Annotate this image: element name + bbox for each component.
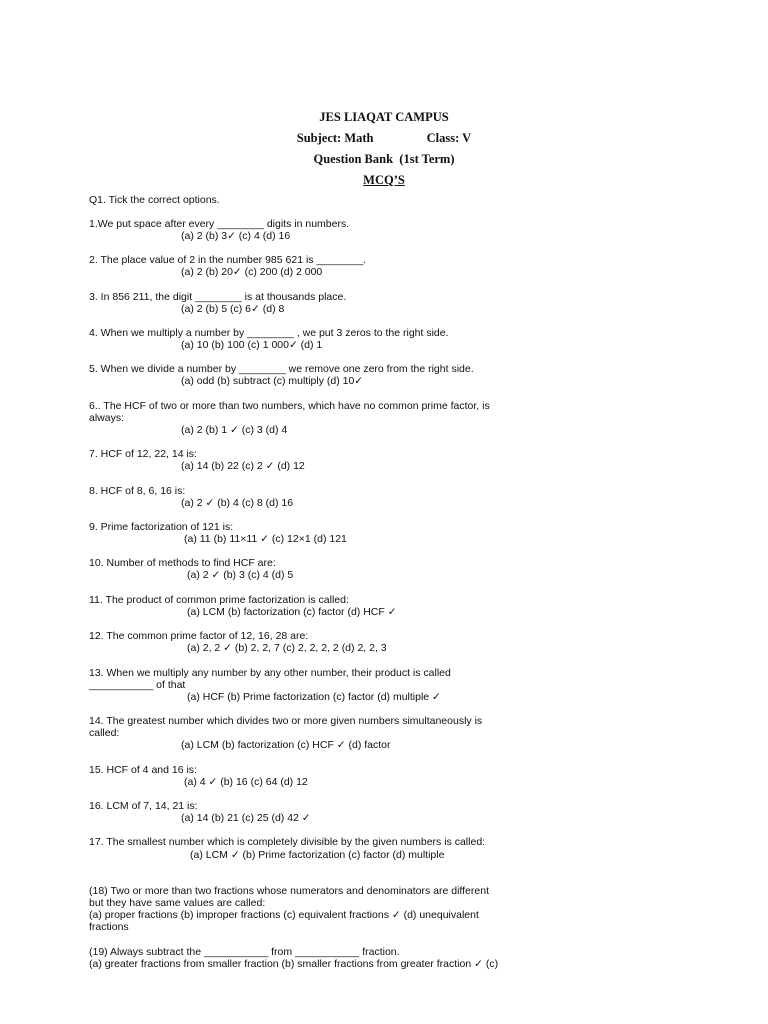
school-name: JES LIAQAT CAMPUS <box>319 110 449 124</box>
subject-class-line <box>0 131 768 146</box>
question-options: (a) 2 (b) 5 (c) 6✓ (d) 8 <box>181 303 285 315</box>
question-options: (a) greater fractions from smaller fraction (b) smaller fractions from greater fraction ✓ (c) <box>89 958 499 970</box>
question-text: 8. HCF of 8, 6, 16 is: <box>89 485 186 497</box>
question-text-cont: but they have same values are called: <box>89 897 266 909</box>
question-text: 11. The product of common prime factorization is called: <box>89 594 349 606</box>
question-text: 15. HCF of 4 and 16 is: <box>89 764 197 776</box>
question-options: (a) odd (b) subtract (c) multiply (d) 10✓ <box>181 375 364 387</box>
question-text: 13. When we multiply any number by any other number, their product is called <box>89 667 451 679</box>
question-options: (a) 2 (b) 20✓ (c) 200 (d) 2 000 <box>181 266 323 278</box>
section-title: MCQ’S <box>363 173 405 187</box>
question-options: (a) 11 (b) 11×11 ✓ (c) 12×1 (d) 121 <box>184 533 347 545</box>
question-options-cont: fractions <box>89 921 129 933</box>
question-options: (a) 14 (b) 21 (c) 25 (d) 42 ✓ <box>181 812 311 824</box>
question-text: (18) Two or more than two fractions whose numerators and denominators are different <box>89 885 489 897</box>
question-text-cont: called: <box>89 727 120 739</box>
subject-label: Subject: Math <box>296 131 374 145</box>
question-text: 7. HCF of 12, 22, 14 is: <box>89 448 197 460</box>
question-options: (a) 10 (b) 100 (c) 1 000✓ (d) 1 <box>181 339 323 351</box>
question-options: (a) HCF (b) Prime factorization (c) factor (d) multiple ✓ <box>187 691 441 703</box>
question-text: 17. The smallest number which is completely divisible by the given numbers is called: <box>89 836 486 848</box>
question-options: (a) 2 ✓ (b) 4 (c) 8 (d) 16 <box>181 497 294 509</box>
question-options: (a) LCM (b) factorization (c) HCF ✓ (d) factor <box>181 739 391 751</box>
question-options: (a) LCM ✓ (b) Prime factorization (c) factor (d) multiple <box>190 849 445 861</box>
document-title: Question Bank (1st Term) <box>313 152 455 166</box>
question-text: (19) Always subtract the ___________ from ___________ fraction. <box>89 946 400 958</box>
question-options: (a) 2 (b) 3✓ (c) 4 (d) 16 <box>181 230 291 242</box>
question-text-cont: always: <box>89 412 125 424</box>
question-options: (a) 2 ✓ (b) 3 (c) 4 (d) 5 <box>187 569 294 581</box>
question-options: (a) 14 (b) 22 (c) 2 ✓ (d) 12 <box>181 460 305 472</box>
question-options: (a) proper fractions (b) improper fractions (c) equivalent fractions ✓ (d) unequivalent <box>89 909 479 921</box>
question-options: (a) 2 (b) 1 ✓ (c) 3 (d) 4 <box>181 424 288 436</box>
question-text: 4. When we multiply a number by ________ , we put 3 zeros to the right side. <box>89 327 449 339</box>
question-text: 14. The greatest number which divides two or more given numbers simultaneously is <box>89 715 483 727</box>
question-options: (a) 2, 2 ✓ (b) 2, 2, 7 (c) 2, 2, 2, 2 (d) 2, 2, 3 <box>187 642 387 654</box>
question-text: 1.We put space after every ________ digits in numbers. <box>89 218 350 230</box>
question-text: 12. The common prime factor of 12, 16, 28 are: <box>89 630 309 642</box>
class-label: Class: V <box>426 131 472 145</box>
question-text-cont: ___________ of that <box>89 679 186 691</box>
question-options: (a) LCM (b) factorization (c) factor (d) HCF ✓ <box>187 606 397 618</box>
question-text: 9. Prime factorization of 121 is: <box>89 521 234 533</box>
question-options: (a) 4 ✓ (b) 16 (c) 64 (d) 12 <box>184 776 308 788</box>
question-text: 3. In 856 211, the digit ________ is at thousands place. <box>89 291 347 303</box>
question-text: 6.. The HCF of two or more than two numbers, which have no common prime factor, is <box>89 400 490 412</box>
question-text: 16. LCM of 7, 14, 21 is: <box>89 800 198 812</box>
question-text: 5. When we divide a number by ________ we remove one zero from the right side. <box>89 363 474 375</box>
instruction: Q1. Tick the correct options. <box>89 194 220 206</box>
question-text: 10. Number of methods to find HCF are: <box>89 557 276 569</box>
question-text: 2. The place value of 2 in the number 985 621 is ________. <box>89 254 367 266</box>
